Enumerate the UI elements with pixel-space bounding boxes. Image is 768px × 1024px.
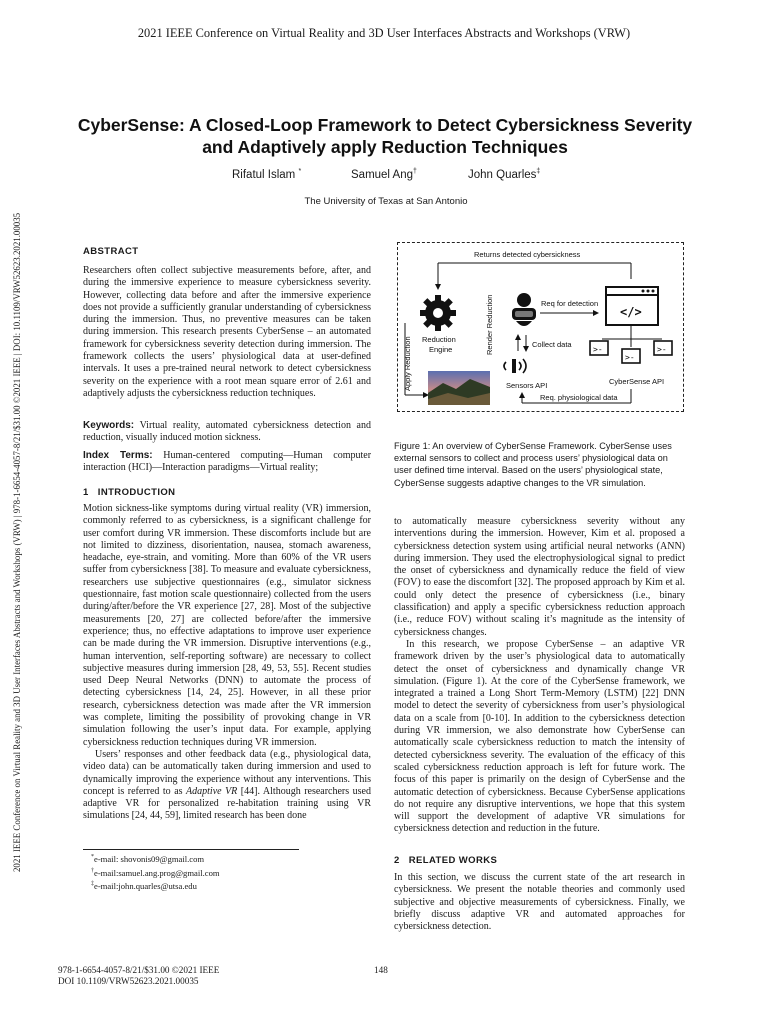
footnote-3: ‡e-mail:john.quarles@utsa.edu [91, 881, 197, 892]
right-column-text [394, 516, 685, 836]
footnote-1: *e-mail: shovonis09@gmail.com [91, 853, 205, 864]
label-returns: Returns detected cybersickness [474, 250, 581, 259]
svg-text:>-: >- [593, 345, 603, 354]
author-1: Rifatul Islam * [232, 168, 302, 181]
figure-caption: Figure 1: An overview of CyberSense Framework. CyberSense uses external sensors to collect and process users’ physiological data on user defined time interval. Based on the users’ physiological state, CyberSense suggests adaptive changes to the VR simulation. [394, 441, 672, 488]
title-line-2: and Adaptively apply Reduction Techniques [202, 137, 568, 157]
footnotes [91, 852, 220, 893]
intro-paragraph-2: Users’ responses and other feedback data (e.g., physiological data, video data) can be automatically taken during immersion and used to dynamically improving the experience without any interventions. This concept is referred to as Adaptive VR [44]. Although researchers used adaptive VR for personalized re-habitation training using VR simulations [24, 44, 59], limited research has been done [83, 748, 371, 822]
related-works-text: In this section, we discuss the current state of the art research in cybersickness. We present the notable theories and commonly used subjective and objective measurements of cybersickness. Finally, we briefly discuss adaptive VR and automated approaches for cybersickness detection. [394, 872, 685, 933]
right-paragraph-2: In this research, we propose CyberSense – an adaptive VR framework driven by the user’s physiological data to automatically detect the onset of cybersickness and dynamically change VR simulation. (Figure 1). At the core of the CyberSense framework, we integrated a trained a Long Short Term-Memory (LSTM) [22] DNN model to detect the severity of cybersickness from user’s physiological data on a scale from [0-10]. In addition to the cybersickness detection during VR immersion, we also demonstrate how CyberSense can automatically scale cybersickness reduction to match the intensity of detected cybersickness severity. The evaluation of the efficacy of this scaled cybersickness reduction approach is left for future work. The focus of this paper is primarily on the design of CyberSense and the automatic detection of cybersickness. Because CyberSense applications do not require any disruptive interventions, we hope that this system will support the development of adaptive VR simulations for cybersickness detection and reduction in the future. [394, 638, 685, 835]
index-terms-text: Human-centered computing—Human computer interaction (HCI)—Interaction paradigms—Virtual reality; [83, 450, 372, 474]
side-doi-strip: 2021 IEEE Conference on Virtual Reality and 3D User Interfaces Abstracts and Workshops (VRW) | 978-1-6654-4057-8/21/$31.00 ©2021 IEEE | DOI: 10.1109/VRW52623.2021.00035 [12, 212, 22, 872]
code-window-icon [606, 287, 658, 325]
index-terms [83, 450, 371, 475]
footer-doi: DOI 10.1109/VRW52623.2021.00035 [58, 976, 199, 986]
label-sensors-api: Sensors API [506, 381, 548, 390]
author-3: John Quarles‡ [468, 168, 541, 181]
label-collect-data: Collect data [532, 340, 572, 349]
label-render-reduction: Render Reduction [485, 294, 494, 355]
keywords [83, 420, 371, 445]
svg-text:</>: </> [620, 305, 642, 319]
keywords-label: Keywords: [83, 420, 135, 431]
svg-text:>-: >- [625, 353, 635, 362]
right-paragraph-1: to automatically measure cybersickness severity without any interventions during the immersion. However, Kim et al. proposed a cybersickness detection system using artificial neural networks (ANN) during immersion. They used the electrophysiological signal to predict the onset of cybersickness and dynamically reduce the field of view (FOV) to ease the discomfort [32]. The proposed approach by Kim et al. could only detect the presence of cybersickness (i.e., binary classification) and apply a specific cybersickness reduction approach (i.e., reduce FOV) without scaling it’s magnitude as the intensity of cybersickness changes. [394, 516, 685, 638]
vr-scene-image [428, 371, 490, 405]
adaptive-vr-term: Adaptive VR [186, 785, 238, 797]
abstract-heading: ABSTRACT [83, 246, 139, 257]
index-terms-label: Index Terms: [83, 450, 153, 461]
author-2: Samuel Ang† [351, 168, 417, 181]
label-apply-reduction: Apply Reduction [403, 336, 412, 391]
footnote-2: †e-mail:samuel.ang.prog@gmail.com [91, 867, 220, 878]
svg-text:>-: >- [657, 345, 667, 354]
label-reduction-2: Engine [429, 345, 453, 354]
conference-header: 2021 IEEE Conference on Virtual Reality and 3D User Interfaces Abstracts and Workshops (VRW) [137, 26, 631, 40]
footer [58, 965, 219, 987]
intro-paragraph-1: Motion sickness-like symptoms during virtual reality (VR) immersion, commonly referred to as cybersickness, is a significant challenge for user comfort during VR immersion. These discomforts include but are not limited to dizziness, disorientation, nausea, stomach awareness, headache, eye-strain, and vomiting. More than 60% of the VR users suffer from cybersickness [38]. To measure and evaluate cybersickness, researchers use subjective questionnaires (e.g., simulator sickness questionnaire, fast motion scale questionnaire) collected from the users during/after/before the VR experience [27, 28]. Most of the subjective measurements [20, 27] are collected before/after the immersive experience; thus, no effective adaptations to improve user experience can be made during the VR immersion. Disruptive interventions (e.g., human intervention, self-reporting software) are necessary to collect subjective measures during immersion [28, 49, 53, 55]. Recent studies used Deep Neural Networks (DNN) to automate the process of detecting cybersickness [14, 24, 25]. However, in all these prior research, cybersickness detection was made after the VR immersion was complete, limiting the possibility of provoking change in VR simulation following the user’s input data. For example, applying cybersickness reduction techniques during VR immersion. [83, 503, 371, 748]
related-works-heading: 2 RELATED WORKS [394, 855, 498, 866]
introduction-text [83, 503, 371, 823]
framework-diagram [398, 243, 683, 411]
label-req-detection: Req for detection [541, 299, 599, 308]
label-reduction-1: Reduction [422, 335, 456, 344]
label-cybersense-api: CyberSense API [609, 377, 665, 386]
affiliation: The University of Texas at San Antonio [304, 196, 468, 207]
label-req-physio: Req. physiological data [540, 393, 618, 402]
footer-isbn: 978-1-6654-4057-8/21/$31.00 ©2021 IEEE [58, 965, 220, 975]
sensor-icon [504, 359, 526, 373]
introduction-heading: 1 INTRODUCTION [83, 487, 176, 498]
keywords-text: Virtual reality, automated cybersickness detection and reduction, visually induced motion sickness. [83, 420, 371, 444]
title-line-1: CyberSense: A Closed-Loop Framework to Detect Cybersickness Severity [77, 115, 693, 135]
page-number: 148 [374, 965, 388, 975]
paper-title [70, 114, 700, 158]
gear-icon [420, 295, 456, 331]
abstract-text: Researchers often collect subjective measurements before, after, and during the immersive experience to measure cybersickness severity. However, collecting data before and after the immersive experience does not provide a sufficiently granular understanding of cybersickness during the immersion. Thus, no preventive measures can be taken during immersion. This research presents CyberSense – an automated framework for cybersickness severity detection during immersion. The framework collects the users’ physiological data at user-defined intervals. It uses a pre-trained neural network to detect cybersickness severity on the experience with a root mean square error of 2.61 and adaptively adjusts the cybersickness reduction techniques. [83, 265, 371, 399]
footnote-rule [83, 849, 299, 850]
figure-1 [397, 242, 684, 412]
vr-headset-icon [512, 293, 536, 326]
